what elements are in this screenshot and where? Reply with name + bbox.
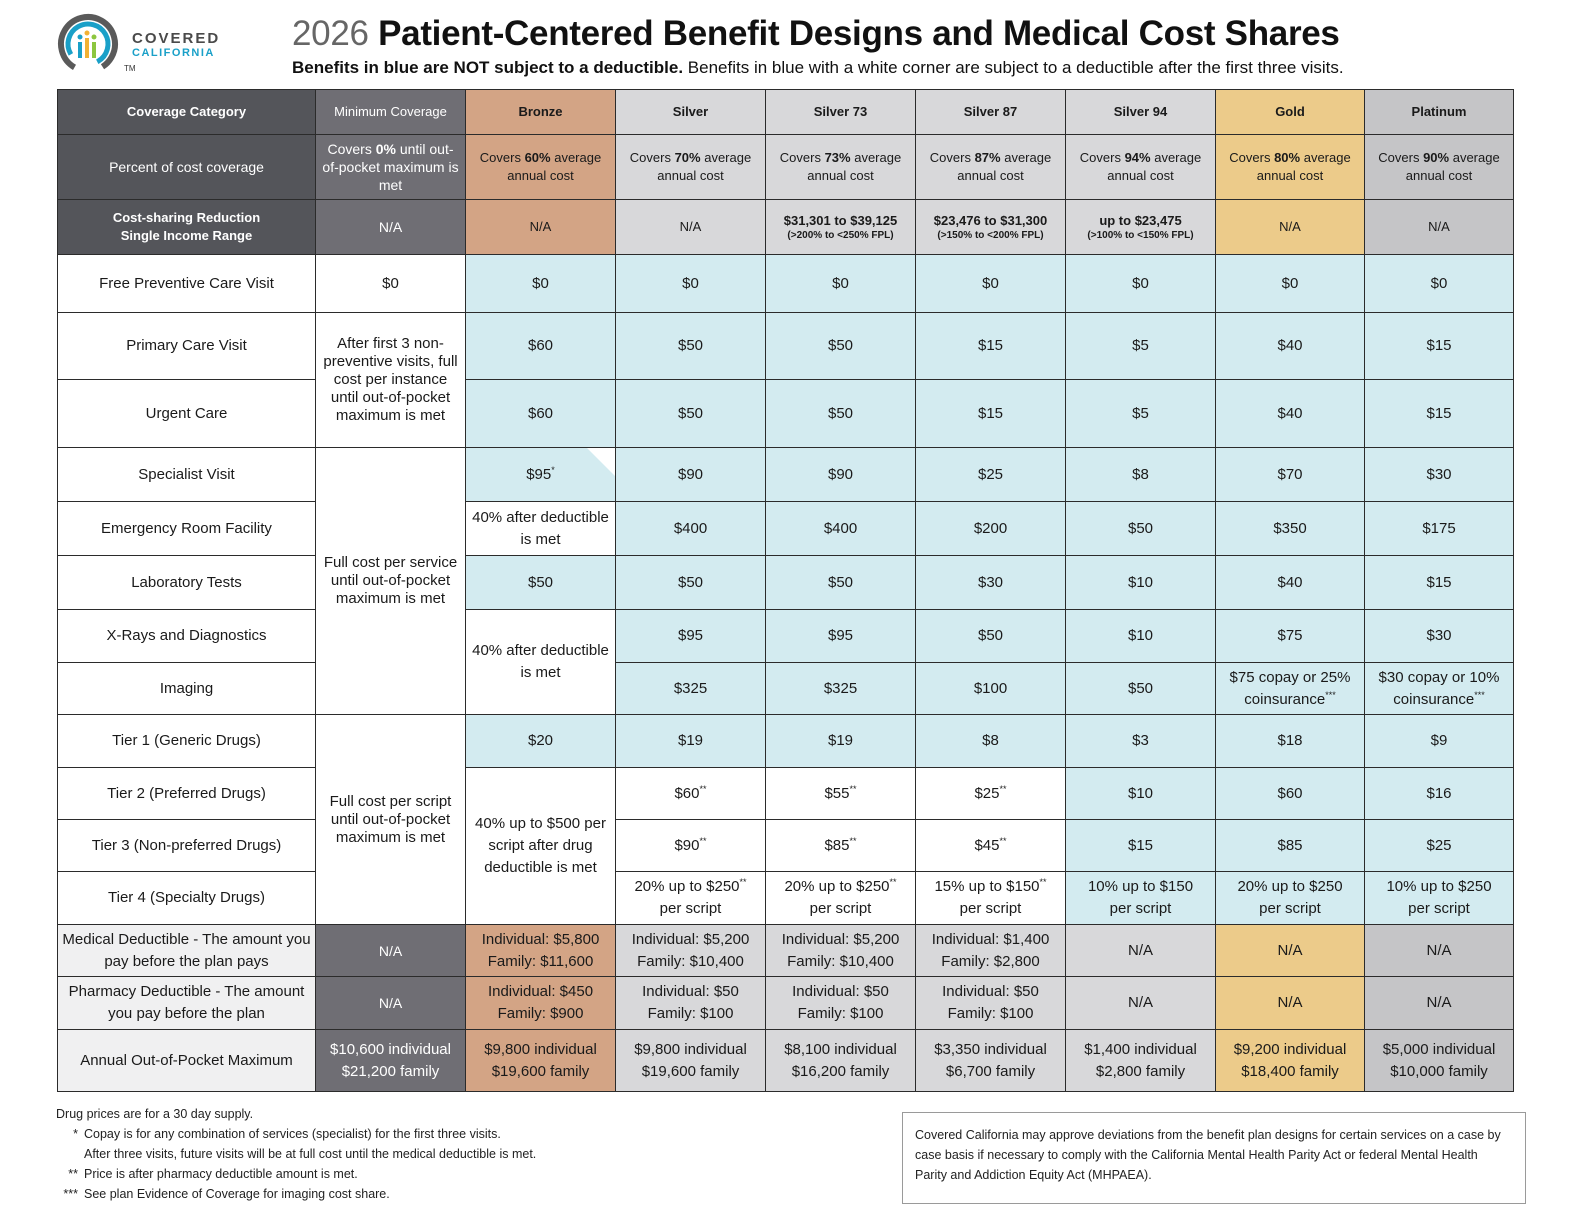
table-cell: 40% after deductible is met [466,502,616,556]
cell-text: Covers [779,150,825,165]
table-cell: $25 [916,448,1066,502]
table-cell [916,135,1066,200]
footnote-mark: ** [999,835,1007,846]
table-cell: $0 [616,255,766,313]
footnote-mark: *** [1474,689,1485,700]
cell-text: average annual cost [957,150,1052,183]
row-label: Free Preventive Care Visit [58,255,316,313]
footnote-2 [56,1164,536,1184]
footnote-mark: ** [999,783,1007,794]
table-cell: N/A [316,200,466,255]
cell-value: $45 [974,836,1000,854]
table-cell: N/A [1365,925,1514,977]
footnote-1 [56,1124,536,1144]
column-header: Silver [616,90,766,135]
footnote-text: Copay is for any combination of services (specialist) for the first three visits. [84,1127,501,1141]
table-cell: N/A [616,200,766,255]
table-cell: $90 [766,448,916,502]
covered-california-logo [56,12,236,76]
row-label: Tier 4 (Specialty Drugs) [58,872,316,925]
logo-line-1: COVERED [132,30,221,47]
table-cell [1216,1030,1365,1092]
cell-line: $2,800 family [1095,1062,1186,1080]
cell-percent: 94% [1124,150,1151,165]
table-cell [916,925,1066,977]
column-header: Silver 87 [916,90,1066,135]
column-header: Silver 94 [1066,90,1216,135]
table-cell [1066,200,1216,255]
cell-value: 20% up to $250 [1237,878,1343,895]
subtitle-rest: Benefits in blue with a white corner are subject to a deductible after the first three visits. [683,58,1344,77]
cell-suffix: per script [959,900,1022,917]
cell-line: Individual: $5,800 [481,930,600,948]
cell-line: Family: $100 [947,1005,1034,1022]
table-row [58,313,1514,380]
cell-value: $95 [526,465,552,483]
table-cell: $19 [616,715,766,768]
table-row [58,610,1514,663]
cell-line: $18,400 family [1241,1062,1339,1080]
footnote-mark: * [73,1127,78,1141]
table-cell [916,977,1066,1030]
table-cell [916,200,1066,255]
table-cell [466,448,616,502]
footnote-3 [56,1184,536,1204]
table-cell [766,200,916,255]
table-cell [1216,135,1365,200]
table-cell: N/A [1066,925,1216,977]
cell-text: Covers [929,150,975,165]
table-cell: 40% up to $500 per script after drug deductible is met [466,768,616,925]
table-cell: $15 [1365,380,1514,448]
column-header: Silver 73 [766,90,916,135]
table-cell [466,977,616,1030]
cell-line: Family: $100 [647,1005,734,1022]
table-cell: $60 [466,313,616,380]
table-row [58,820,1514,872]
table-cell [616,135,766,200]
table-cell: N/A [466,200,616,255]
table-cell: $50 [766,556,916,610]
row-label: Laboratory Tests [58,556,316,610]
table-cell: N/A [1216,200,1365,255]
table-cell: After first 3 non-preventive visits, full cost per instance until out-of-pocket maximum is met [316,313,466,448]
row-label: Specialist Visit [58,448,316,502]
medical-deductible-row [58,925,1514,977]
table-row [58,715,1514,768]
table-cell [766,768,916,820]
table-cell: $60 [1216,768,1365,820]
row-label: X-Rays and Diagnostics [58,610,316,663]
table-cell: $10 [1066,556,1216,610]
table-cell: $400 [616,502,766,556]
table-cell: $50 [1066,663,1216,715]
footnote-mark: ** [739,877,747,887]
cell-line: Family: $11,600 [487,952,594,970]
table-cell: $30 [1365,448,1514,502]
table-cell: $70 [1216,448,1365,502]
cell-value: 10% up to $250 [1386,878,1492,895]
table-cell: $15 [916,313,1066,380]
cell-line: Family: $10,400 [637,952,744,970]
table-cell: $325 [766,663,916,715]
footnote-mark: ** [849,783,857,794]
table-cell: $50 [616,313,766,380]
row-label: Pharmacy Deductible - The amount you pay before the plan [58,977,316,1030]
cell-line: $9,800 individual [634,1040,747,1058]
table-cell [1365,872,1514,925]
table-cell: Full cost per service until out-of-pocket maximum is met [316,448,466,715]
fpl-range: (>200% to <250% FPL) [787,229,894,241]
table-cell: $0 [916,255,1066,313]
table-cell [1216,663,1365,715]
table-row [58,556,1514,610]
table-cell: $50 [466,556,616,610]
table-cell [466,135,616,200]
table-cell: $50 [616,556,766,610]
cell-percent: 70% [674,150,701,165]
table-cell [616,872,766,925]
table-cell [616,1030,766,1092]
cell-suffix: per script [1408,900,1470,917]
cell-value: 20% up to $250 [634,878,740,895]
table-cell: N/A [1216,977,1365,1030]
table-row [58,768,1514,820]
table-cell: $85 [1216,820,1365,872]
cell-value: $85 [824,836,850,854]
table-cell [616,820,766,872]
table-cell [916,768,1066,820]
footnote-mark: ** [889,877,897,887]
cell-percent: 80% [1274,150,1301,165]
cell-line: $16,200 family [791,1062,890,1080]
cell-line: $8,100 individual [784,1040,897,1058]
benefit-design-table [57,89,1514,1092]
cell-text: average annual cost [1107,150,1202,183]
cell-line: Family: $100 [797,1005,884,1022]
table-cell: $0 [316,255,466,313]
footnote-text: See plan Evidence of Coverage for imaging cost share. [84,1187,390,1201]
table-cell: $40 [1216,556,1365,610]
row-label: Medical Deductible - The amount you pay before the plan pays [58,925,316,977]
page-subtitle [292,58,1344,78]
cell-text: average annual cost [1256,150,1351,183]
table-cell [1365,663,1514,715]
cell-line: Individual: $5,200 [781,930,900,948]
footnote-mark: ** [1039,877,1047,887]
table-cell: $19 [766,715,916,768]
table-cell [466,1030,616,1092]
row-label [58,200,316,255]
table-cell: $0 [1066,255,1216,313]
cell-value: $25 [974,784,1000,802]
income-range: up to $23,475 [1099,212,1182,228]
table-cell: $175 [1365,502,1514,556]
cell-line: $10,000 family [1390,1062,1488,1080]
cell-text: average annual cost [657,150,752,183]
cell-text: Covers [327,141,376,157]
cell-line: Family: $10,400 [787,952,894,970]
fpl-range: (>100% to <150% FPL) [1087,229,1194,241]
cell-text: average annual cost [807,150,902,183]
row-label: Imaging [58,663,316,715]
cell-value: 10% up to $150 [1087,878,1194,895]
table-row [58,380,1514,448]
row-label: Percent of cost coverage [58,135,316,200]
table-cell [766,1030,916,1092]
cell-percent: 73% [824,150,851,165]
cell-line: Individual: $50 [942,983,1039,1000]
table-row [58,255,1514,313]
column-header: Coverage Category [58,90,316,135]
table-cell: $15 [916,380,1066,448]
label-line: Single Income Range [120,228,253,243]
table-cell [616,977,766,1030]
cell-line: $19,600 family [491,1062,590,1080]
table-cell: $8 [1066,448,1216,502]
footnote-1-continued: After three visits, future visits will be at full cost until the medical deductible is met. [84,1147,537,1161]
table-cell: $40 [1216,380,1365,448]
table-cell [1066,1030,1216,1092]
table-cell [1216,872,1365,925]
cell-line: $6,700 family [945,1062,1036,1080]
table-cell: $15 [1365,313,1514,380]
logo-line-2: CALIFORNIA [132,47,215,59]
table-cell: $50 [616,380,766,448]
cell-suffix: per script [809,900,872,917]
footnote-mark: * [551,464,555,475]
cell-line: $5,000 individual [1382,1040,1496,1058]
footnote-supply: Drug prices are for a 30 day supply. [56,1107,254,1121]
logo-wordmark [132,30,220,59]
table-row [58,448,1514,502]
income-range: $23,476 to $31,300 [933,212,1048,228]
table-row [58,663,1514,715]
table-cell [616,768,766,820]
cell-line: Individual: $1,400 [931,930,1050,948]
cell-line: $1,400 individual [1084,1040,1197,1058]
table-cell [766,135,916,200]
table-header-row [58,90,1514,135]
column-header: Minimum Coverage [316,90,466,135]
cell-percent: 87% [974,150,1001,165]
cell-value: $60 [674,784,700,802]
cell-line: $21,200 family [341,1062,440,1080]
table-cell [1365,135,1514,200]
white-corner-marker [587,448,615,476]
table-cell: N/A [316,977,466,1030]
table-cell: $3 [1066,715,1216,768]
table-cell: $50 [766,380,916,448]
table-cell: $25 [1365,820,1514,872]
table-cell [466,925,616,977]
table-cell: $10 [1066,610,1216,663]
cell-value: 15% up to $150 [934,878,1040,895]
table-cell: $350 [1216,502,1365,556]
table-cell [916,872,1066,925]
table-cell [916,820,1066,872]
cell-text: average annual cost [507,150,602,183]
cell-line: Individual: $5,200 [631,930,750,948]
table-cell: N/A [1066,977,1216,1030]
table-cell: $50 [916,610,1066,663]
cell-value: $30 copay or 10% coinsurance [1378,668,1500,708]
cell-text: Covers [629,150,675,165]
table-cell: $16 [1365,768,1514,820]
cell-suffix: per script [1259,900,1321,917]
table-cell: $50 [766,313,916,380]
cell-percent: 60% [524,150,551,165]
table-cell: $200 [916,502,1066,556]
table-cell [766,872,916,925]
parity-act-notice: Covered California may approve deviations from the benefit plan designs for certain services on a case by case basis if necessary to comply with the California Mental Health Parity Act or federal Mental Health Parity and Addiction Equity Act (MHPAEA). [902,1112,1526,1204]
label-line: Cost-sharing Reduction [112,210,261,225]
table-row [58,502,1514,556]
cell-line: Family: $900 [497,1005,584,1022]
cost-sharing-reduction-row [58,200,1514,255]
table-cell [1066,135,1216,200]
footnote-mark: *** [63,1187,78,1201]
table-cell [766,925,916,977]
table-cell [316,1030,466,1092]
table-cell: $30 [916,556,1066,610]
table-cell: $5 [1066,380,1216,448]
table-cell [616,925,766,977]
row-label: Tier 2 (Preferred Drugs) [58,768,316,820]
table-cell [766,977,916,1030]
column-header: Bronze [466,90,616,135]
table-cell: $20 [466,715,616,768]
cell-line: Individual: $450 [487,983,594,1000]
pharmacy-deductible-row [58,977,1514,1030]
title-text: Patient-Centered Benefit Designs and Medical Cost Shares [378,14,1340,53]
cell-suffix: per script [659,900,722,917]
footnote-mark: ** [68,1167,78,1181]
table-cell: $0 [766,255,916,313]
logo-mark-icon [56,12,120,76]
table-cell: $15 [1365,556,1514,610]
cell-line: $9,200 individual [1233,1040,1347,1058]
table-cell [316,135,466,200]
cell-line: Family: $2,800 [941,952,1040,970]
page-title [292,14,1340,54]
table-cell: $0 [466,255,616,313]
cell-percent: 0% [375,141,396,157]
table-cell: $60 [466,380,616,448]
table-cell: $95 [766,610,916,663]
footnote-mark: ** [849,835,857,846]
cell-value: $90 [674,836,700,854]
row-label: Urgent Care [58,380,316,448]
table-cell: N/A [316,925,466,977]
fpl-range: (>150% to <200% FPL) [937,229,1044,241]
cell-line: $9,800 individual [484,1040,597,1058]
cell-text: Covers [1378,150,1424,165]
footnote-mark: ** [699,783,707,794]
cell-value: $55 [824,784,850,802]
table-cell: $325 [616,663,766,715]
footnote-text: Price is after pharmacy deductible amount is met. [84,1167,358,1181]
logo-trademark: TM [124,64,136,73]
table-cell: $400 [766,502,916,556]
table-cell: N/A [1365,977,1514,1030]
footnotes [56,1104,536,1204]
table-cell: $40 [1216,313,1365,380]
row-label: Emergency Room Facility [58,502,316,556]
table-cell: $8 [916,715,1066,768]
column-header: Platinum [1365,90,1514,135]
table-cell: $100 [916,663,1066,715]
table-cell: $9 [1365,715,1514,768]
table-cell [916,1030,1066,1092]
table-cell: $75 [1216,610,1365,663]
cell-suffix: per script [1109,900,1172,917]
title-year: 2026 [292,14,369,53]
cell-value: $75 copay or 25% coinsurance [1229,668,1351,708]
column-header: Gold [1216,90,1365,135]
cell-line: Individual: $50 [642,983,739,1000]
table-cell [1066,872,1216,925]
table-cell [1365,1030,1514,1092]
cell-text: Covers [1229,150,1275,165]
row-label: Tier 1 (Generic Drugs) [58,715,316,768]
out-of-pocket-max-row [58,1030,1514,1092]
table-cell [766,820,916,872]
income-range: $31,301 to $39,125 [783,212,898,228]
cell-text: until out-of-pocket maximum is met [322,141,459,193]
percent-coverage-row [58,135,1514,200]
cell-value: 20% up to $250 [784,878,890,895]
cell-text: Covers [1079,150,1125,165]
table-cell: $90 [616,448,766,502]
table-cell: N/A [1365,200,1514,255]
table-cell: Full cost per script until out-of-pocket maximum is met [316,715,466,925]
row-label: Primary Care Visit [58,313,316,380]
cell-percent: 90% [1423,150,1450,165]
table-cell: $15 [1066,820,1216,872]
cell-line: $10,600 individual [330,1040,451,1058]
footnote-mark: ** [699,835,707,846]
table-cell: $0 [1216,255,1365,313]
cell-line: $3,350 individual [934,1040,1047,1058]
footnote-mark: *** [1325,689,1336,700]
table-cell: $95 [616,610,766,663]
table-cell: $50 [1066,502,1216,556]
table-cell: $0 [1365,255,1514,313]
cell-line: Individual: $50 [792,983,889,1000]
table-cell: 40% after deductible is met [466,610,616,715]
table-row [58,872,1514,925]
table-cell: $18 [1216,715,1365,768]
table-cell: N/A [1216,925,1365,977]
table-cell: $30 [1365,610,1514,663]
cell-text: average annual cost [1405,150,1500,183]
cell-line: $19,600 family [641,1062,740,1080]
table-cell: $5 [1066,313,1216,380]
row-label: Annual Out-of-Pocket Maximum [58,1030,316,1092]
table-cell: $10 [1066,768,1216,820]
cell-text: Covers [479,150,525,165]
subtitle-bold: Benefits in blue are NOT subject to a deductible. [292,58,684,77]
row-label: Tier 3 (Non-preferred Drugs) [58,820,316,872]
